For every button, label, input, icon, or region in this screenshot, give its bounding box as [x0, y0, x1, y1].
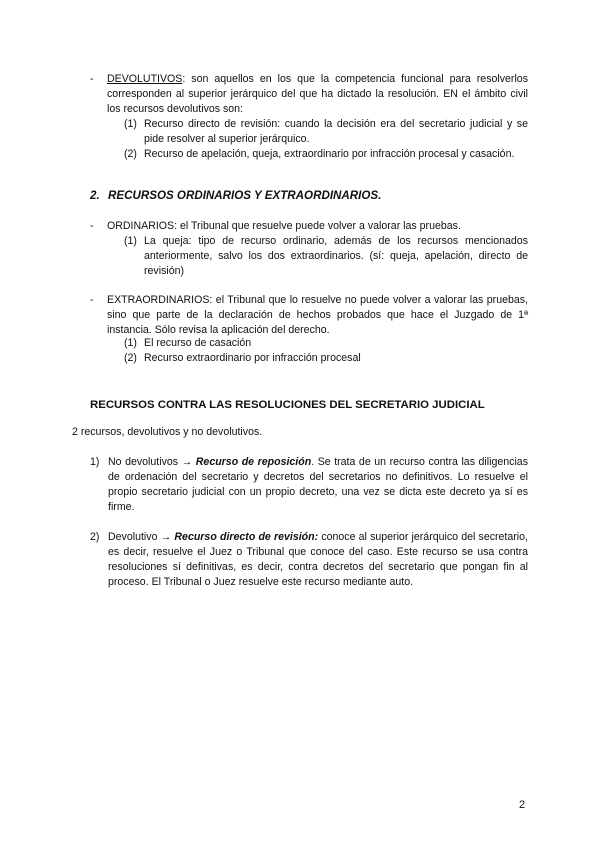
devolutivos-text: : son aquellos en los que la competencia funcional para resolverlos corresponden al superior jerárquico del que ha dictado la resolución. EN el ámbito civil los recursos devolutivos son: [107, 73, 528, 115]
item-bold-term: Recurso de reposición [195, 456, 312, 468]
section-number: 2. [90, 189, 100, 202]
list-number: 1) [90, 456, 100, 468]
ordinarios-paragraph: ORDINARIOS: el Tribunal que resuelve puede volver a valorar las pruebas. [107, 220, 461, 232]
item-bold-term: Recurso directo de revisión: [174, 531, 319, 543]
item-text: . Se trata de un recurso contra las diligencias de ordenación del secretario y decretos del secretarios no definitivos. Lo resuelve el propio secretario judicial con un propio decreto, una vez se dicta este decreto ya sí es firme. [108, 456, 528, 513]
extraordinarios-paragraph: EXTRAORDINARIOS: el Tribunal que lo resuelve no puede volver a valorar las pruebas, sino que parte de la declaración de hechos probados que hace el Juzgado de 1ª instancia. Sólo revisa la aplicación del derecho. [107, 294, 528, 336]
list-number: (2) [124, 148, 137, 160]
list-item: Recurso extraordinario por infracción procesal [144, 352, 361, 364]
list-item: La queja: tipo de recurso ordinario, además de los recursos mencionados anteriormente, salvo los dos extraordinarios. (sí: queja, apelación, directo de revisión) [144, 235, 528, 277]
list-item: El recurso de casación [144, 337, 252, 349]
item-lead: No devolutivos → [108, 456, 196, 468]
list-item [108, 530, 528, 590]
section-heading: RECURSOS CONTRA LAS RESOLUCIONES DEL SECRETARIO JUDICIAL [90, 399, 485, 411]
item-lead: Devolutivo → [108, 531, 175, 543]
list-item: Recurso directo de revisión: cuando la decisión era del secretario judicial y se pide resolver al superior jerárquico. [144, 118, 528, 145]
list-number: 2) [90, 531, 100, 543]
section-title: RECURSOS ORDINARIOS Y EXTRAORDINARIOS. [108, 189, 382, 202]
bullet-dash: - [90, 220, 94, 232]
list-item [108, 455, 528, 515]
list-number: (1) [124, 235, 137, 247]
list-number: (1) [124, 337, 137, 349]
page-number: 2 [519, 799, 526, 811]
intro-text: 2 recursos, devolutivos y no devolutivos. [72, 426, 263, 438]
list-item: Recurso de apelación, queja, extraordinario por infracción procesal y casación. [144, 148, 515, 160]
list-number: (2) [124, 352, 137, 364]
devolutivos-paragraph [107, 72, 528, 117]
bullet-dash: - [90, 73, 94, 85]
devolutivos-term: DEVOLUTIVOS [107, 73, 183, 85]
item-text: conoce al superior jerárquico del secretario, es decir, resuelve el Juez o Tribunal que conoce del caso. Este recurso se usa contra resoluciones sí definitivas, es decir, contra decretos del secretario que pongan fin al proceso. El Tribunal o Juez resuelve este recurso mediante auto. [108, 531, 528, 588]
list-number: (1) [124, 118, 137, 130]
bullet-dash: - [90, 294, 94, 306]
